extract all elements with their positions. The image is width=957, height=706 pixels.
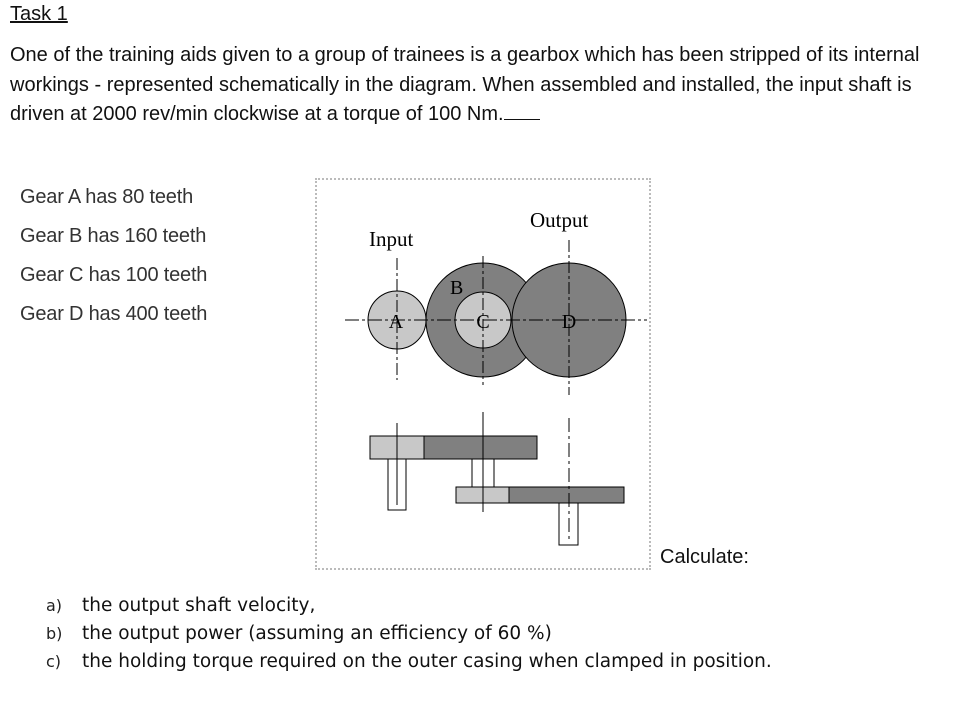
question-list — [46, 592, 772, 676]
output-label: Output — [530, 208, 589, 232]
gear-a-teeth: Gear A has 80 teeth — [20, 186, 193, 208]
question-item — [46, 648, 772, 676]
question-letter: a) — [46, 596, 63, 615]
question-letter: b) — [46, 624, 63, 643]
gearbox-schematic — [317, 180, 649, 568]
question-text: the output shaft velocity, — [82, 595, 316, 616]
question-item — [46, 620, 772, 648]
question-text: the holding torque required on the outer casing when clamped in position. — [82, 651, 772, 672]
gear-b-teeth: Gear B has 160 teeth — [20, 225, 207, 247]
gear-d-label: D — [561, 311, 577, 333]
gear-c-label: C — [476, 311, 490, 333]
side-gear-d — [509, 487, 624, 503]
side-gear-b — [424, 436, 537, 459]
gearbox-diagram — [315, 178, 651, 570]
task-title: Task 1 — [10, 3, 68, 25]
gear-teeth-list — [20, 178, 207, 334]
question-letter: c) — [46, 652, 62, 671]
gear-b-label: B — [450, 277, 464, 299]
input-label: Input — [369, 227, 414, 251]
calculate-label: Calculate: — [660, 546, 749, 568]
question-item — [46, 592, 772, 620]
intro-text: One of the training aids given to a group of trainees is a gearbox which has been stripped of its internal workings - represented schematically in the diagram. When assembled and installed, the input shaft is driven at 2000 rev/min clockwise at a torque of 100 Nm. — [10, 44, 920, 125]
gear-d-teeth: Gear D has 400 teeth — [20, 303, 208, 325]
answer-blank — [504, 103, 540, 120]
gear-c-teeth: Gear C has 100 teeth — [20, 264, 208, 286]
question-text: the output power (assuming an efficiency of 60 %) — [82, 623, 552, 644]
gear-a-label: A — [388, 311, 404, 333]
intro-paragraph — [10, 41, 950, 130]
